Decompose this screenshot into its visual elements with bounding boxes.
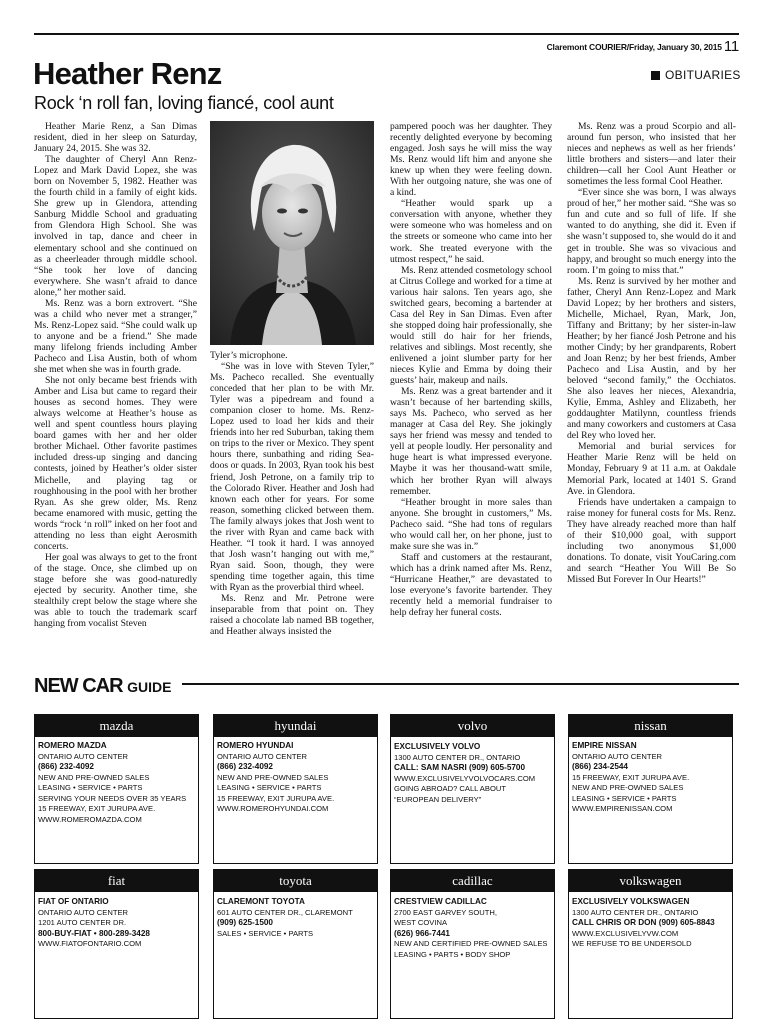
dealer-name: ROMERO MAZDA xyxy=(38,741,107,750)
dealer-name: EMPIRE NISSAN xyxy=(572,741,637,750)
article-paragraph: Ms. Renz and Mr. Petrone were inseparable from that point on. They raised a chocolate lab named BB together, and Heather always insisted the xyxy=(210,593,374,638)
dealer-detail: WWW.EXCLUSIVELYVOLVOCARS.COM xyxy=(394,773,536,783)
article-column-4 xyxy=(567,121,736,585)
article-paragraph: “Heather would spark up a conversation with anyone, whether they were someone who was homeless and on the streets or someone who came into her work. She treated everyone with the utmost respect,” he said. xyxy=(390,198,552,265)
article-column-3 xyxy=(390,121,552,618)
dealer-detail: NEW AND CERTIFIED PRE-OWNED SALES xyxy=(394,939,548,948)
dealer-detail: LEASING • PARTS • BODY SHOP xyxy=(394,949,511,959)
guide-title-main: NEW CAR xyxy=(34,675,123,697)
dealer-detail: 15 FREEWAY, EXIT JURUPA AVE. xyxy=(38,804,156,813)
dealer-phone: (866) 234-2544 xyxy=(572,762,628,771)
dealer-phone: CALL CHRIS OR DON (909) 605-8843 xyxy=(572,918,715,927)
dealer-address: 601 AUTO CENTER DR., CLAREMONT xyxy=(217,907,353,917)
dealer-info xyxy=(214,737,377,815)
dealer-ad-hyundai xyxy=(213,714,378,864)
guide-title-sub: GUIDE xyxy=(127,679,172,695)
dealer-name: EXCLUSIVELY VOLVO xyxy=(394,742,481,751)
dealer-detail: SALES • SERVICE • PARTS xyxy=(217,928,314,938)
dealer-ad-toyota xyxy=(213,869,378,1019)
article-paragraph: Ms. Renz was a born extrovert. “She was a child who never met a stranger,” Ms. Renz-Lopez said. “She could walk up to anyone and be a friend.” She made many lifelong friends including Amber Pacheco and Lisa Austin, both of whom she met when she was in fourth grade. xyxy=(34,297,197,376)
dealer-address: ONTARIO AUTO CENTER xyxy=(38,907,129,917)
section-square-icon xyxy=(651,71,660,80)
dealer-address: 1300 AUTO CENTER DR., ONTARIO xyxy=(572,907,699,917)
dealer-name: CLAREMONT TOYOTA xyxy=(217,897,305,906)
dealer-detail: WWW.EMPIRENISSAN.COM xyxy=(572,804,673,813)
article-paragraph: pampered pooch was her daughter. They recently delighted everyone by becoming engaged. Josh says he will miss the way Ms. Renz would lift him and anyone she knew up when they were feeling down. With her outgoing nature, she was one of a kind. xyxy=(390,121,552,199)
portrait-photo xyxy=(210,121,374,345)
dealer-address: 1300 AUTO CENTER DR., ONTARIO xyxy=(394,752,521,762)
dealer-detail: NEW AND PRE-OWNED SALES xyxy=(38,772,150,782)
dealer-detail: WE REFUSE TO BE UNDERSOLD xyxy=(572,939,692,948)
dealer-name: FIAT OF ONTARIO xyxy=(38,897,109,906)
article-paragraph: Ms. Renz was a great bartender and it wasn’t because of her bartending skills, says Ms. Pacheco, who served as her manager at Casa del Rey. She jokingly says her friend was messy and tended to yell at people loudly. Her personality and huge heart is what impressed everyone. Maybe it was her thousand-watt smile, which her brother Ryan will always remember. xyxy=(390,386,552,497)
section-label xyxy=(651,68,741,82)
section-name: OBITUARIES xyxy=(665,68,741,82)
new-car-guide-title xyxy=(34,676,171,696)
dealer-brand: toyota xyxy=(214,870,377,892)
article-column-2 xyxy=(210,350,374,637)
dealer-brand: volkswagen xyxy=(569,870,732,892)
portrait-illustration xyxy=(210,121,374,345)
dealer-address: ONTARIO AUTO CENTER xyxy=(572,751,663,761)
article-paragraph: Ms. Renz was a proud Scorpio and all-around fun person, who insisted that her nieces and nephews as well as her friends’ little brothers and sisters—and later their children—call her Cool Aunt Heather or sometimes the less formal Cool Heather. xyxy=(567,121,736,188)
dealer-info xyxy=(35,737,198,825)
dealer-address: WEST COVINA xyxy=(394,918,448,927)
dealer-info xyxy=(35,892,198,950)
article-column-1 xyxy=(34,121,197,629)
dealer-detail: WWW.EXCLUSIVELYVW.COM xyxy=(572,928,679,938)
dealer-detail: NEW AND PRE-OWNED SALES xyxy=(572,783,684,792)
dealer-detail: 15 FREEWAY, EXIT JURUPA AVE. xyxy=(572,772,690,782)
dealer-name: ROMERO HYUNDAI xyxy=(217,741,294,750)
top-rule xyxy=(34,33,739,35)
dealer-detail: 15 FREEWAY, EXIT JURUPA AVE. xyxy=(217,793,335,803)
dealer-phone: (866) 232-4092 xyxy=(38,762,94,771)
dealer-address: 1201 AUTO CENTER DR. xyxy=(38,918,127,927)
article-paragraph: “She was in love with Steven Tyler,” Ms. Pacheco recalled. She eventually conceded that her plan to be with Mr. Tyler was a pipedream and found a companion closer to home. Ms. Renz-Lopez used to load her kids and their friends into her red Suburban, taking them on trips to the river or Mexico. They spent hours there, sunbathing and riding Sea-doos or quads. In 2003, Ryan took his best friend, Josh Petrone, on a family trip to the Colorado River. Heather and Josh had known each other for years. For some reason, something clicked between them. The family always jokes that Josh went to the river with Ryan and came back with Heather. “I took it hard. I was annoyed that Josh wasn’t hanging out with me,” Ryan said. Soon, though, they were spending time together again, this time with Ryan as the proverbial third wheel. xyxy=(210,361,374,593)
article-paragraph: Staff and customers at the restaurant, which has a drink named after Ms. Renz, “Hurricane Heather,” are devastated to lose everyone’s favorite bartender. They recently held a memorial fundraiser to help defray her funeral costs. xyxy=(390,551,552,619)
folio-text: Claremont COURIER/Friday, January 30, 2015 xyxy=(546,42,722,52)
dealer-address: ONTARIO AUTO CENTER xyxy=(217,751,308,761)
article-paragraph: Her goal was always to get to the front of the stage. Once, she climbed up on stage before she was good-naturedly ejected by security. Another time, she stealthily crept below the stage where she was able to touch the trademark scarf hanging from vocalist Steven xyxy=(34,551,197,630)
dealer-detail: LEASING • SERVICE • PARTS xyxy=(572,793,677,803)
article-paragraph: Friends have undertaken a campaign to raise money for funeral costs for Ms. Renz. They have already reached more than half of their $10,000 goal, with support including two anonymous $1,000 donations. To donate, visit YouCaring.com and search “Heather You Will Be So Missed But Forever In Our Hearts!” xyxy=(567,496,736,585)
article-paragraph: Ms. Renz is survived by her mother and father, Cheryl Ann Renz-Lopez and Mark David Lopez; by her brothers and sisters, Michelle, Michael, Ryan, Mark, Jon, Tiffany and Brittany; by her sister-in-law Heather; by her fiancé Josh Petrone and his mother Cindy; by her grandparents, Robert and Joan Renz; by her best friends, Amber Pacheco and Lisa Austin, and by her beloved “second family,” the Occhiatos. She also leaves her nieces, Alexandria, Kylie, Emma, Ashley and Elizabeth, her goddaughter Matilynn, countless friends and many coworkers and customers at Casa del Rey who loved her. xyxy=(567,275,736,442)
dealer-brand: fiat xyxy=(35,870,198,892)
dealer-ad-mazda xyxy=(34,714,199,864)
deck: Rock ‘n roll fan, loving fiancé, cool aunt xyxy=(34,93,334,113)
dealer-detail: WWW.ROMEROMAZDA.COM xyxy=(38,814,142,824)
dealer-phone: (909) 625-1500 xyxy=(217,918,273,927)
dealer-detail: SERVING YOUR NEEDS OVER 35 YEARS xyxy=(38,793,187,803)
dealer-detail: LEASING • SERVICE • PARTS xyxy=(217,783,322,792)
dealer-detail: LEASING • SERVICE • PARTS xyxy=(38,783,143,792)
article-paragraph: The daughter of Cheryl Ann Renz-Lopez and Mark David Lopez, she was born on November 5, 1982. Heather was the fourth child in a family of eight kids. She grew up in Glendora, attending Sanburg Middle School and graduating from Glendora High School. She was involved in tap, dance and cheer in elementary school and she continued on as a cheerleader through middle school. “She took her love of dancing everywhere. She wasn’t afraid to dance alone,” her mother said. xyxy=(34,154,197,298)
dealer-ad-fiat xyxy=(34,869,199,1019)
dealer-info xyxy=(214,892,377,939)
dealer-info xyxy=(569,892,732,950)
article-paragraph: “Ever since she was born, I was always proud of her,” her mother said. “She was so fun and cute and so full of life. If she wanted to do anything, she did it. Even if she wasn’t supposed to, she would do it and get in trouble. She was so vivacious and happy, and brought so much energy into the room. I’m going to miss that.” xyxy=(567,187,736,276)
dealer-ad-cadillac xyxy=(390,869,555,1019)
article-paragraph: “Heather brought in more sales than anyone. She brought in customers,” Ms. Pacheco said. “She had tons of regulars who would call her, on her phone, just to make sure she was in.” xyxy=(390,496,552,552)
dealer-phone: 800-BUY-FIAT • 800-289-3428 xyxy=(38,928,150,938)
dealer-name: EXCLUSIVELY VOLKSWAGEN xyxy=(572,897,690,906)
dealer-info xyxy=(569,737,732,815)
article-paragraph: Memorial and burial services for Heather Marie Renz will be held on Monday, February 9 at 11 a.m. at Oakdale Memorial Park, located at 1401 S. Grand Ave. in Glendora. xyxy=(567,441,736,497)
dealer-ad-volvo xyxy=(390,714,555,864)
dealer-info xyxy=(391,737,554,805)
dealer-phone: CALL: SAM NASRI (909) 605-5700 xyxy=(394,763,526,772)
dealer-brand: mazda xyxy=(35,715,198,737)
dealer-ad-volkswagen xyxy=(568,869,733,1019)
dealer-info xyxy=(391,892,554,960)
dealer-address: 2700 EAST GARVEY SOUTH, xyxy=(394,907,497,917)
dealer-brand: hyundai xyxy=(214,715,377,737)
dealer-brand: cadillac xyxy=(391,870,554,892)
article-paragraph: Tyler’s microphone. xyxy=(210,350,288,361)
dealer-detail: “EUROPEAN DELIVERY” xyxy=(394,794,482,804)
dealer-name: CRESTVIEW CADILLAC xyxy=(394,897,487,906)
dealer-brand: volvo xyxy=(391,715,554,737)
folio xyxy=(547,38,739,55)
article-paragraph: She not only became best friends with Amber and Lisa but came to regard their houses as second homes. They were always welcome at Heather’s house as well and spent countless hours playing board games with her and her older brother Michael. Other favorite pastimes included dress-up singing and dancing contests, joined by Heather’s older sister Michelle, and playing tag or roughhousing in the pool with her brother Ryan. As she grew older, Ms. Renz became enamored with music, getting the words “rock ‘n roll” inked on her foot and attending no less than eight Aerosmith concerts. xyxy=(34,375,197,552)
dealer-brand: nissan xyxy=(569,715,732,737)
dealer-ad-nissan xyxy=(568,714,733,864)
dealer-phone: (866) 232-4092 xyxy=(217,762,273,771)
dealer-detail: WWW.FIATOFONTARIO.COM xyxy=(38,939,142,948)
headline: Heather Renz xyxy=(33,56,222,91)
article-paragraph: Ms. Renz attended cosmetology school at Citrus College and worked for a time at various hair salons. Ten years ago, she switched gears, becoming a bartender at Casa del Rey in San Dimas. Even after she stopped doing hair professionally, she would still do hair for her friends, relatives and siblings. Most recently, she enlivened a joint slumber party for her nieces Kylie and Emma by doing their guests’ hair, makeup and nails. xyxy=(390,264,552,387)
dealer-address: ONTARIO AUTO CENTER xyxy=(38,751,129,761)
dealer-detail: NEW AND PRE-OWNED SALES xyxy=(217,772,329,782)
article-paragraph: Heather Marie Renz, a San Dimas resident, died in her sleep on Saturday, January 24, 2015. She was 32. xyxy=(34,121,197,155)
dealer-detail: WWW.ROMEROHYUNDAI.COM xyxy=(217,804,329,813)
guide-rule xyxy=(182,683,739,685)
dealer-detail: GOING ABROAD? CALL ABOUT xyxy=(394,784,506,793)
page-number: 11 xyxy=(723,38,739,55)
dealer-phone: (626) 966-7441 xyxy=(394,928,450,938)
